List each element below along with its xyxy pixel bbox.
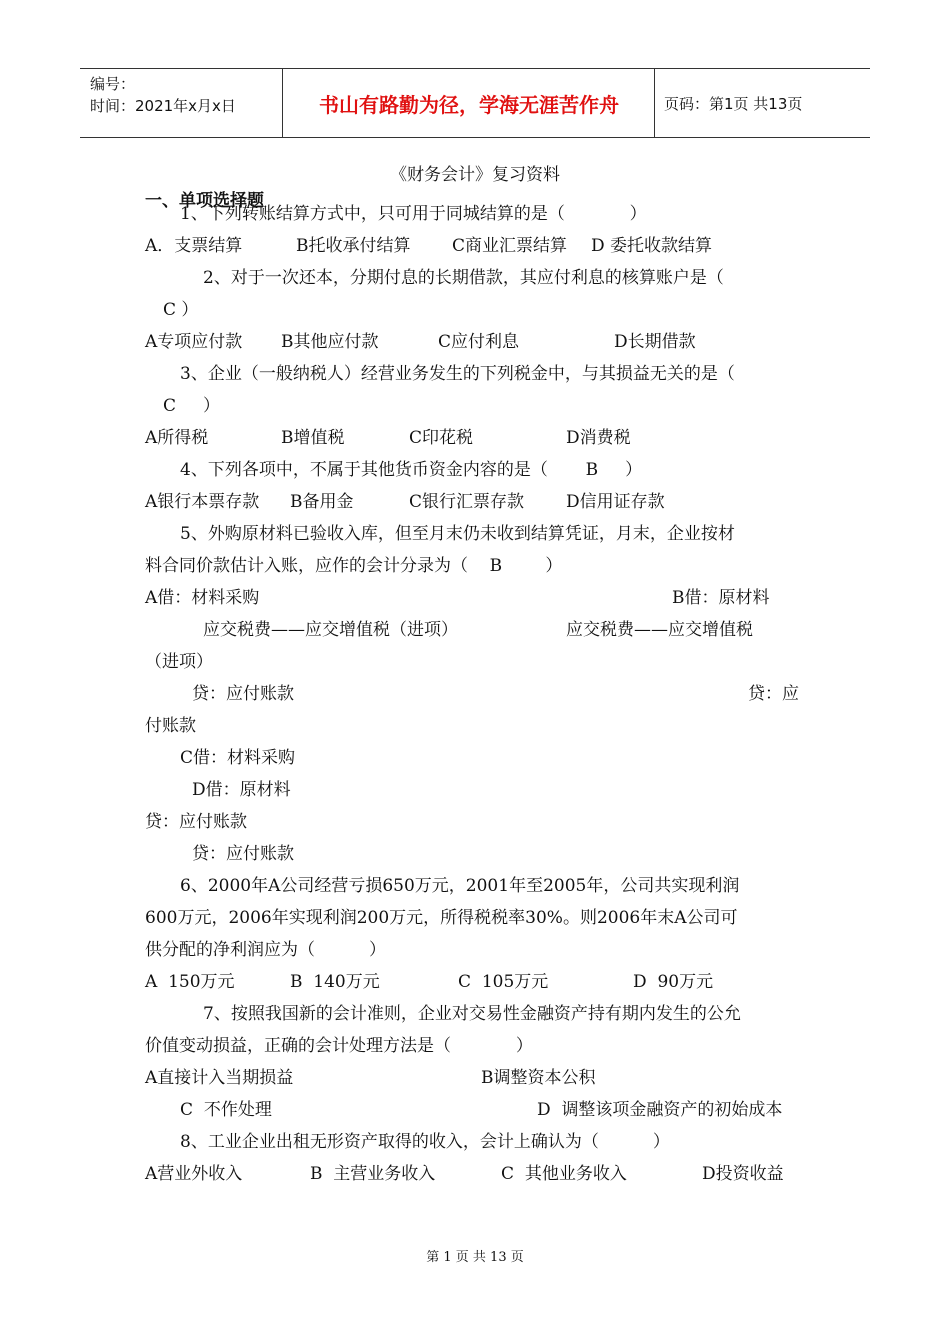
text-line: B其他应付款	[281, 332, 379, 352]
header-meta	[90, 73, 236, 117]
document-header	[80, 68, 870, 138]
text-line: A直接计入当期损益	[145, 1068, 294, 1088]
text-line: 供分配的净利润应为（ ）	[145, 940, 387, 960]
text-line: C ）	[163, 300, 199, 320]
text-line: A专项应付款	[145, 332, 243, 352]
text-line: D 委托收款结算	[591, 236, 713, 256]
text-line: 贷：应	[748, 684, 799, 704]
text-line: A借：材料采购	[145, 588, 260, 608]
text-line: 应交税费——应交增值税（进项）	[203, 620, 458, 640]
text-line: C商业汇票结算	[452, 236, 568, 256]
text-line: C应付利息	[438, 332, 520, 352]
text-line: B托收承付结算	[296, 236, 411, 256]
text-line: C 不作处理	[180, 1100, 272, 1120]
text-line: 2、对于一次还本，分期付息的长期借款，其应付利息的核算账户是（	[203, 268, 724, 288]
text-line: A 150万元	[145, 972, 235, 992]
text-line: 8、工业企业出租无形资产取得的收入，会计上确认为（ ）	[180, 1132, 670, 1152]
text-line: 3、企业（一般纳税人）经营业务发生的下列税金中，与其损益无关的是（	[180, 364, 735, 384]
text-line: C 其他业务收入	[501, 1164, 627, 1184]
text-line: 4、下列各项中，不属于其他货币资金内容的是（ B ）	[180, 460, 643, 480]
text-line: 贷：应付账款	[145, 812, 247, 832]
text-line: C银行汇票存款	[409, 492, 525, 512]
text-line: 价值变动损益，正确的会计处理方法是（ ）	[145, 1036, 533, 1056]
text-line: 贷：应付账款	[192, 844, 294, 864]
text-line: A所得税	[145, 428, 209, 448]
text-line: D长期借款	[614, 332, 696, 352]
page-footer: 第 1 页 共 13 页	[426, 1250, 524, 1265]
document-title: 《财务会计》复习资料	[390, 165, 560, 185]
text-line: 付账款	[145, 716, 196, 736]
text-line: C印花税	[409, 428, 474, 448]
text-line: A银行本票存款	[145, 492, 260, 512]
header-divider	[282, 69, 283, 137]
text-line: B调整资本公积	[481, 1068, 596, 1088]
header-motto: 书山有路勤为径，学海无涯苦作舟	[319, 93, 619, 117]
text-line: B借：原材料	[672, 588, 770, 608]
serial-number: 编号：	[90, 75, 136, 93]
text-line: B 主营业务收入	[310, 1164, 436, 1184]
text-line: 600万元，2006年实现利润200万元，所得税税率30%。则2006年末A公司可	[145, 908, 738, 928]
text-line: 6、2000年A公司经营亏损650万元，2001年至2005年，公司共实现利润	[180, 876, 740, 896]
section-heading: 一、单项选择题	[145, 191, 264, 211]
header-divider	[654, 69, 655, 137]
text-line: B备用金	[290, 492, 354, 512]
text-line: A．支票结算	[145, 236, 243, 256]
text-line: D投资收益	[702, 1164, 784, 1184]
text-line: C ）	[163, 396, 221, 416]
text-line: D 90万元	[633, 972, 714, 992]
header-page-info: 页码：第1页 共13页	[664, 95, 803, 113]
text-line: B 140万元	[290, 972, 380, 992]
text-line: D 调整该项金融资产的初始成本	[537, 1100, 783, 1120]
text-line: 贷：应付账款	[192, 684, 294, 704]
text-line: D借：原材料	[192, 780, 291, 800]
text-line: D信用证存款	[566, 492, 665, 512]
text-line: 7、按照我国新的会计准则，企业对交易性金融资产持有期内发生的公允	[203, 1004, 741, 1024]
text-line: 应交税费——应交增值税	[566, 620, 753, 640]
text-line: 料合同价款估计入账，应作的会计分录为（ B ）	[145, 556, 563, 576]
text-line: C借：材料采购	[180, 748, 296, 768]
text-line: C 105万元	[458, 972, 549, 992]
text-line: 1、下列转账结算方式中，只可用于同城结算的是（ ）	[180, 204, 647, 224]
text-line: B增值税	[281, 428, 345, 448]
text-line: （进项）	[145, 652, 213, 672]
text-line: D消费税	[566, 428, 631, 448]
text-line: A营业外收入	[145, 1164, 243, 1184]
text-line: 5、外购原材料已验收入库，但至月末仍未收到结算凭证，月末，企业按材	[180, 524, 735, 544]
header-time: 时间：2021年x月x日	[90, 97, 236, 115]
